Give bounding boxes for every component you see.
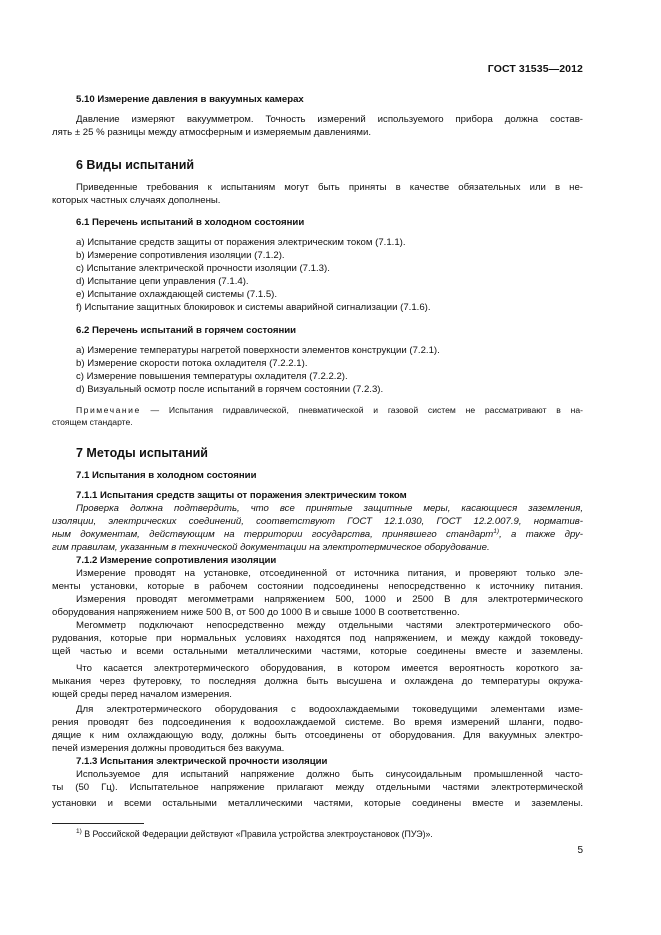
paragraph-line: Измерения проводят мегомметрами напряжением 500, 1000 и 2500 В для электротермического bbox=[76, 594, 583, 605]
footnote bbox=[76, 828, 433, 840]
paragraph-line: Проверка должна подтвердить, что все принятые защитные меры, касающиеся заземления, bbox=[76, 503, 583, 514]
section-7-1-1-title: 7.1.1 Испытания средств защиты от поражения электрическим током bbox=[76, 490, 407, 501]
section-7-1-2-title: 7.1.2 Измерение сопротивления изоляции bbox=[76, 555, 277, 566]
text-span: ным документам, действующим на территории государства, принявшего стандарт bbox=[52, 529, 494, 540]
paragraph-line: Давление измеряют вакуумметром. Точность измерений используемого прибора должна состав- bbox=[76, 114, 583, 125]
paragraph-line: ты (50 Гц). Испытательное напряжение прилагают между отдельными частями электротермической bbox=[52, 782, 583, 793]
paragraph-line: лять ± 25 % разницы между атмосферным и измеряемым давлениями. bbox=[52, 127, 371, 138]
paragraph-line: менты установки, которые в рабочем состоянии подсоединены непосредственно к источнику питания. bbox=[52, 581, 583, 592]
paragraph-line: щей частью и всеми остальными металлическими частями, которые соединены вместе и заземлены. bbox=[52, 646, 583, 657]
note bbox=[76, 404, 583, 417]
section-5-10-title: 5.10 Измерение давления в вакуумных камерах bbox=[76, 94, 304, 105]
standard-header: ГОСТ 31535—2012 bbox=[487, 63, 583, 75]
paragraph-line: дящие к ним охлаждающую воду, должны быть отсоединены от оборудования. Для вакуумных электро- bbox=[52, 730, 583, 741]
paragraph-line: Измерение проводят на установке, отсоединенной от источника питания, и проверяют только эле- bbox=[76, 568, 583, 579]
page-number: 5 bbox=[577, 845, 583, 856]
list-item: e) Испытание охлаждающей системы (7.1.5). bbox=[76, 289, 278, 300]
list-item: b) Измерение скорости потока охладителя (7.2.2.1). bbox=[76, 358, 308, 369]
paragraph-line: Что касается электротермического оборудования, в котором имеется вероятность короткого за- bbox=[76, 663, 583, 674]
footnote-divider bbox=[52, 823, 144, 824]
paragraph-line: Приведенные требования к испытаниям могут быть приняты в качестве обязательных или в не- bbox=[76, 182, 583, 193]
footnote-reference: 1) bbox=[493, 528, 500, 535]
paragraph-line bbox=[52, 528, 583, 541]
paragraph-line: ющей среды перед началом измерения. bbox=[52, 689, 232, 700]
paragraph-line: гим правилам, указанным в технической документации на электротермическое оборудование. bbox=[52, 542, 490, 553]
note-text: — Испытания гидравлической, пневматической и газовой систем не рассматривают в на- bbox=[140, 405, 583, 415]
note-line: стоящем стандарте. bbox=[52, 417, 133, 427]
list-item: c) Испытание электрической прочности изоляции (7.1.3). bbox=[76, 263, 330, 274]
list-item: a) Измерение температуры нагретой поверхности элементов конструкции (7.2.1). bbox=[76, 345, 440, 356]
list-item: f) Испытание защитных блокировок и системы аварийной сигнализации (7.1.6). bbox=[76, 302, 431, 313]
paragraph-line: Используемое для испытаний напряжение должно быть синусоидальным промышленной часто- bbox=[76, 769, 583, 780]
note-label: Примечание bbox=[76, 405, 141, 415]
footnote-text: В Российской Федерации действуют «Правила устройства электроустановок (ПУЭ)». bbox=[81, 829, 433, 839]
paragraph-line: рудования, которые при нормальных условиях находятся под напряжением, и между каждой токоведу- bbox=[52, 633, 583, 644]
text-span: , а также дру- bbox=[499, 529, 583, 540]
section-6-1-title: 6.1 Перечень испытаний в холодном состоянии bbox=[76, 217, 305, 228]
section-7-1-title: 7.1 Испытания в холодном состоянии bbox=[76, 470, 257, 481]
section-7-title: 7 Методы испытаний bbox=[76, 446, 208, 460]
list-item: c) Измерение повышения температуры охладителя (7.2.2.2). bbox=[76, 371, 348, 382]
paragraph-line: изоляции, электрических соединений, соответствуют ГОСТ 12.1.030, ГОСТ 12.2.007.9, норматив- bbox=[52, 516, 583, 527]
paragraph-line: оборудования напряжением ниже 500 В, от 500 до 1000 В и свыше 1000 В соответственно. bbox=[52, 607, 460, 618]
paragraph-line: мыкания через футеровку, то последняя должна быть высушена и охлаждена до температуры окружа- bbox=[52, 676, 583, 687]
list-item: b) Измерение сопротивления изоляции (7.1.2). bbox=[76, 250, 285, 261]
section-7-1-3-title: 7.1.3 Испытания электрической прочности изоляции bbox=[76, 756, 328, 767]
list-item: d) Испытание цепи управления (7.1.4). bbox=[76, 276, 249, 287]
section-6-2-title: 6.2 Перечень испытаний в горячем состоянии bbox=[76, 325, 297, 336]
paragraph-line: рения проводят без подсоединения к водоохлаждаемой системе. Во время измерений шланги, подво- bbox=[52, 717, 583, 728]
list-item: d) Визуальный осмотр после испытаний в горячем состоянии (7.2.3). bbox=[76, 384, 384, 395]
section-6-title: 6 Виды испытаний bbox=[76, 158, 195, 172]
paragraph-line: Для электротермического оборудования с водоохлаждаемыми токоведущими элементами изме- bbox=[76, 704, 583, 715]
paragraph-line: которых частных случаях дополнены. bbox=[52, 195, 221, 206]
list-item: a) Испытание средств защиты от поражения электрическим током (7.1.1). bbox=[76, 237, 406, 248]
paragraph-line: Мегомметр подключают непосредственно между отдельными частями электротермического обо- bbox=[76, 620, 583, 631]
footnote-mark: 1) bbox=[76, 828, 82, 835]
paragraph-line: установки и всеми остальными металлическими частями, которые соединены вместе и заземлены. bbox=[52, 798, 583, 809]
paragraph-line: печей измерения должны проводиться без вакуума. bbox=[52, 743, 285, 754]
